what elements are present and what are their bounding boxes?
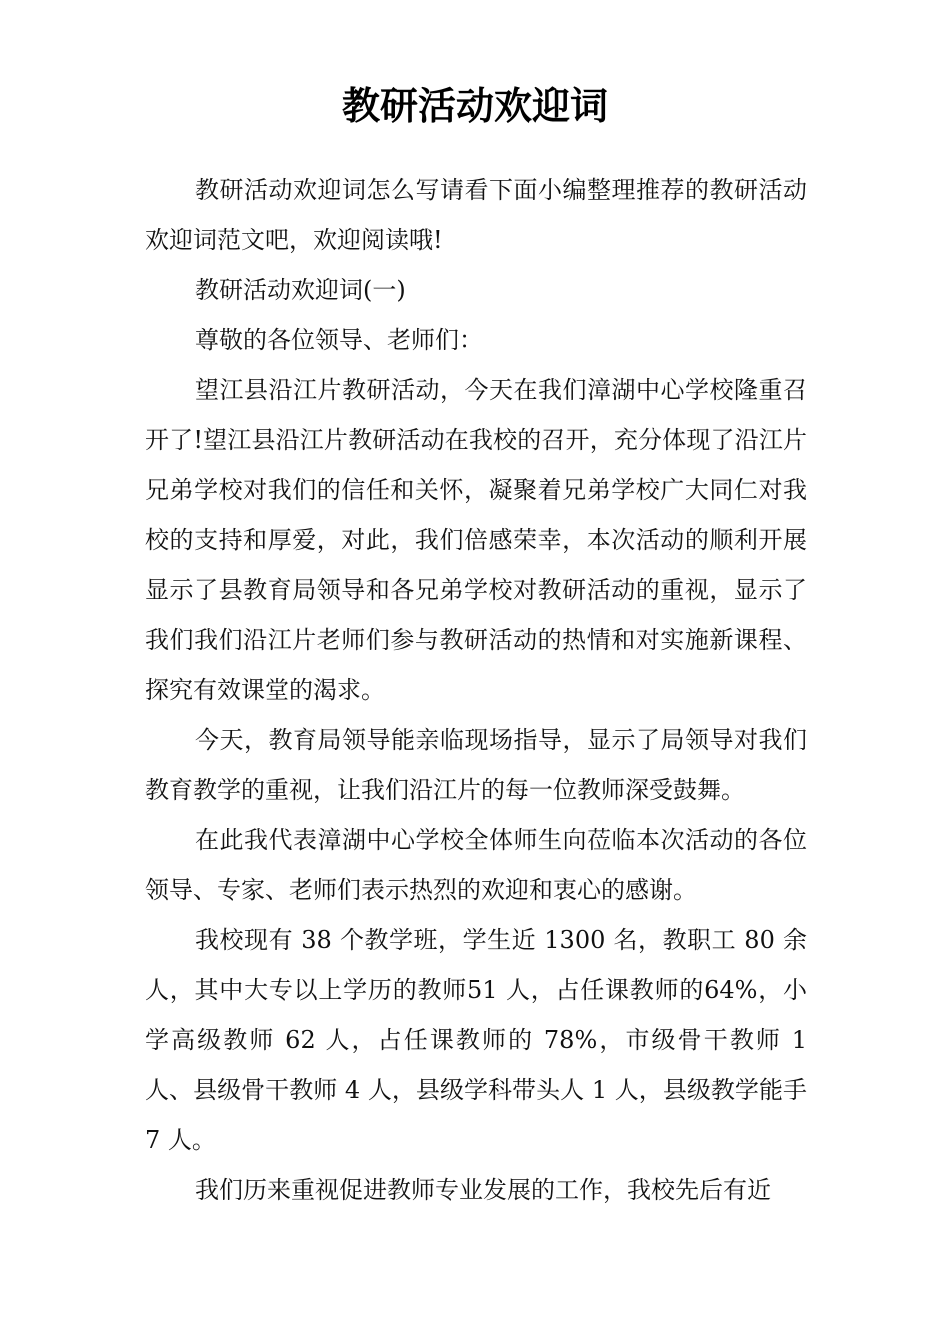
document-title: 教研活动欢迎词 — [341, 83, 608, 128]
paragraph-school-stats: 我校现有 38 个教学班，学生近 1300 名，教职工 80 余人，其中大专以上学历的教师51 人，占任课教师的64%，小学高级教师 62 人，占任课教师的 78%，市级骨干教师 1 人、县级骨干教师 4 人，县级学科带头人 1 人，县级教学能手 7 人。 — [145, 926, 807, 1154]
paragraph-opening: 望江县沿江片教研活动，今天在我们漳湖中心学校隆重召开了!望江县沿江片教研活动在我校的召开，充分体现了沿江片兄弟学校对我们的信任和关怀，凝聚着兄弟学校广大同仁对我校的支持和厚爱，对此，我们倍感荣幸，本次活动的顺利开展显示了县教育局领导和各兄弟学校对教研活动的重视，显示了我们我们沿江片老师们参与教研活动的热情和对实施新课程、探究有效课堂的渴求。 — [145, 376, 807, 704]
paragraph-welcome: 在此我代表漳湖中心学校全体师生向莅临本次活动的各位领导、专家、老师们表示热烈的欢迎和衷心的感谢。 — [145, 826, 807, 904]
paragraph-section-heading: 教研活动欢迎词(一) — [195, 276, 406, 304]
paragraph-salutation: 尊敬的各位领导、老师们： — [195, 326, 483, 354]
paragraph-teacher-development: 我们历来重视促进教师专业发展的工作，我校先后有近 — [195, 1176, 771, 1204]
paragraph-leaders: 今天，教育局领导能亲临现场指导，显示了局领导对我们教育教学的重视，让我们沿江片的每一位教师深受鼓舞。 — [145, 726, 807, 804]
paragraph-intro: 教研活动欢迎词怎么写请看下面小编整理推荐的教研活动欢迎词范文吧，欢迎阅读哦! — [145, 176, 807, 254]
document-body — [145, 165, 807, 1215]
